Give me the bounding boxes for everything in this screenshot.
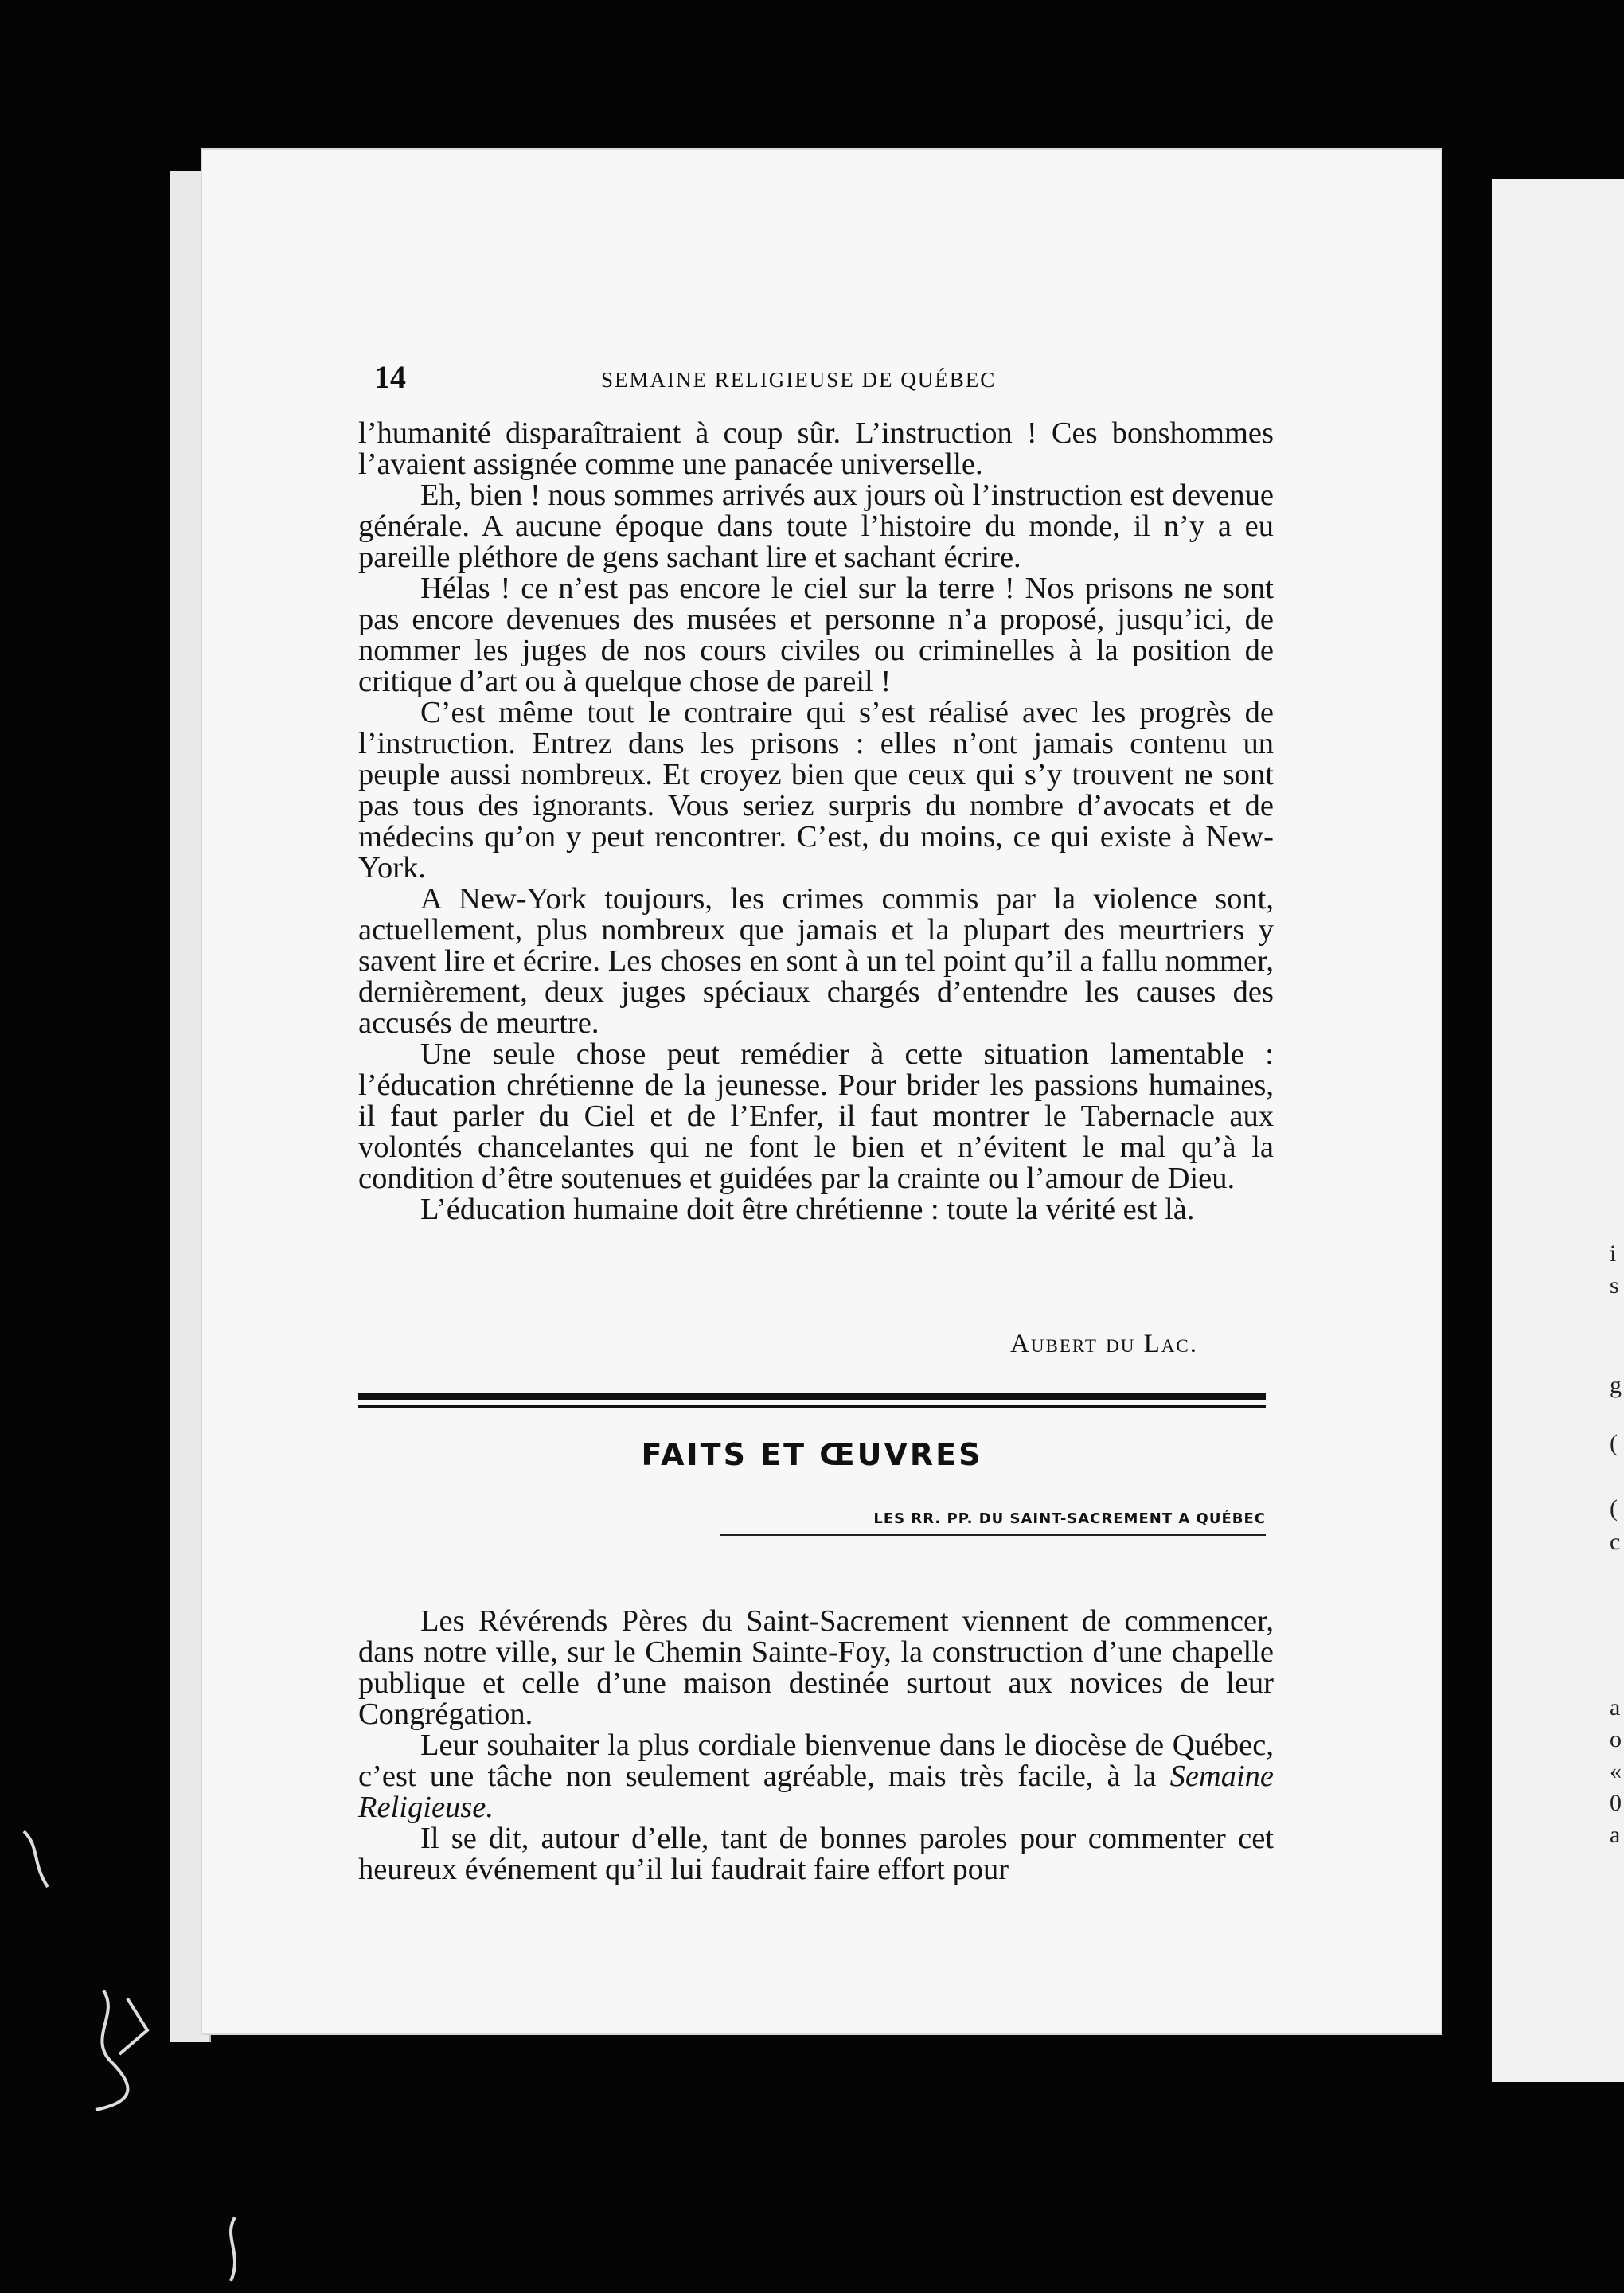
subtitle-underline bbox=[720, 1534, 1266, 1536]
adjacent-fragment: ( bbox=[1610, 1495, 1618, 1522]
adjacent-fragment: s bbox=[1610, 1272, 1619, 1299]
film-scratch-mark bbox=[215, 2213, 255, 2285]
paragraph: A New-York toujours, les crimes commis par la violence sont, actuellement, plus nombreux que jamais et la plupart des meurtriers y savent lire et écrire. Les choses en sont à un tel point qu’il a fallu nommer, dernièrement, deux juges spéciaux chargés d’entendre les causes des accusés de meurtre. bbox=[358, 882, 1274, 1040]
paragraph bbox=[358, 1730, 1274, 1823]
publication-name: Semaine Religieuse. bbox=[358, 1760, 1274, 1824]
paragraph: Les Révérends Pères du Saint-Sacrement viennent de commencer, dans notre ville, sur le Chemin Sainte-Foy, la construction d’une chapelle publique et celle d’une maison destinée surtout aux novices de leur Congrégation. bbox=[358, 1604, 1274, 1731]
adjacent-fragment: i bbox=[1610, 1240, 1617, 1267]
section-body bbox=[358, 1606, 1274, 1885]
adjacent-fragment: o bbox=[1610, 1726, 1622, 1752]
article-body bbox=[358, 418, 1274, 1225]
paragraph-text: Leur souhaiter la plus cordiale bienvenue dans le diocèse de Québec, c’est une tâche non seulement agréable, mais très facile, à la bbox=[358, 1729, 1274, 1793]
film-scratch-mark bbox=[72, 1982, 167, 2118]
section-divider-thin bbox=[358, 1405, 1266, 1408]
paragraph: Il se dit, autour d’elle, tant de bonnes paroles pour commenter cet heureux événement qu’il lui faudrait faire effort pour bbox=[358, 1822, 1274, 1886]
paragraph: L’éducation humaine doit être chrétienne : toute la vérité est là. bbox=[420, 1193, 1195, 1226]
adjacent-fragment: a bbox=[1610, 1822, 1621, 1848]
header-title: SEMAINE RELIGIEUSE DE QUÉBEC bbox=[601, 368, 997, 392]
section-title: FAITS ET ŒUVRES bbox=[641, 1437, 983, 1472]
adjacent-fragment: « bbox=[1610, 1758, 1622, 1784]
paragraph: C’est même tout le contraire qui s’est réalisé avec les progrès de l’instruction. Entrez dans les prisons : elles n’ont jamais contenu un peuple aussi nombreux. Et croyez bien que ceux qui s’y trouvent ne sont pas tous des ignorants. Vous seriez surpris du nombre d’avocats et de médecins qu’on y peut rencontrer. C’est, du moins, ce qui existe à New-York. bbox=[358, 696, 1274, 885]
section-divider bbox=[358, 1393, 1266, 1400]
paragraph: Une seule chose peut remédier à cette situation lamentable : l’éducation chrétienne de la jeunesse. Pour brider les passions humaines, il faut parler du Ciel et de l’Enfer, il faut montrer le Tabernacle aux volontés chancelantes qui ne font le bien et n’évitent le mal qu’à la condition d’être soutenues et guidées par la crainte ou l’amour de Dieu. bbox=[358, 1037, 1274, 1195]
author-signature: Aubert du Lac. bbox=[1010, 1330, 1198, 1358]
paragraph: l’humanité disparaîtraient à coup sûr. L’instruction ! Ces bonshommes l’avaient assignée comme une panacée universelle. bbox=[358, 416, 1274, 481]
adjacent-fragment: g bbox=[1610, 1372, 1622, 1398]
film-scratch-mark bbox=[16, 1823, 64, 1895]
adjacent-fragment: 0 bbox=[1610, 1790, 1622, 1816]
adjacent-fragment: c bbox=[1610, 1529, 1621, 1555]
adjacent-page bbox=[1492, 179, 1624, 2082]
paragraph: Hélas ! ce n’est pas encore le ciel sur la terre ! Nos prisons ne sont pas encore devenues des musées et personne n’a proposé, jusqu’ici, de nommer les juges de nos cours civiles ou criminelles à la position de critique d’art ou à quelque chose de pareil ! bbox=[358, 572, 1274, 698]
section-subtitle: LES RR. PP. DU SAINT-SACREMENT A QUÉBEC bbox=[873, 1510, 1266, 1527]
adjacent-fragment: ( bbox=[1610, 1430, 1618, 1456]
running-head bbox=[374, 358, 1282, 398]
page-number: 14 bbox=[374, 359, 406, 395]
adjacent-fragment: a bbox=[1610, 1694, 1621, 1721]
paragraph: Eh, bien ! nous sommes arrivés aux jours où l’instruction est devenue générale. A aucune époque dans toute l’histoire du monde, il n’y a eu pareille pléthore de gens sachant lire et sachant écrire. bbox=[358, 479, 1274, 574]
